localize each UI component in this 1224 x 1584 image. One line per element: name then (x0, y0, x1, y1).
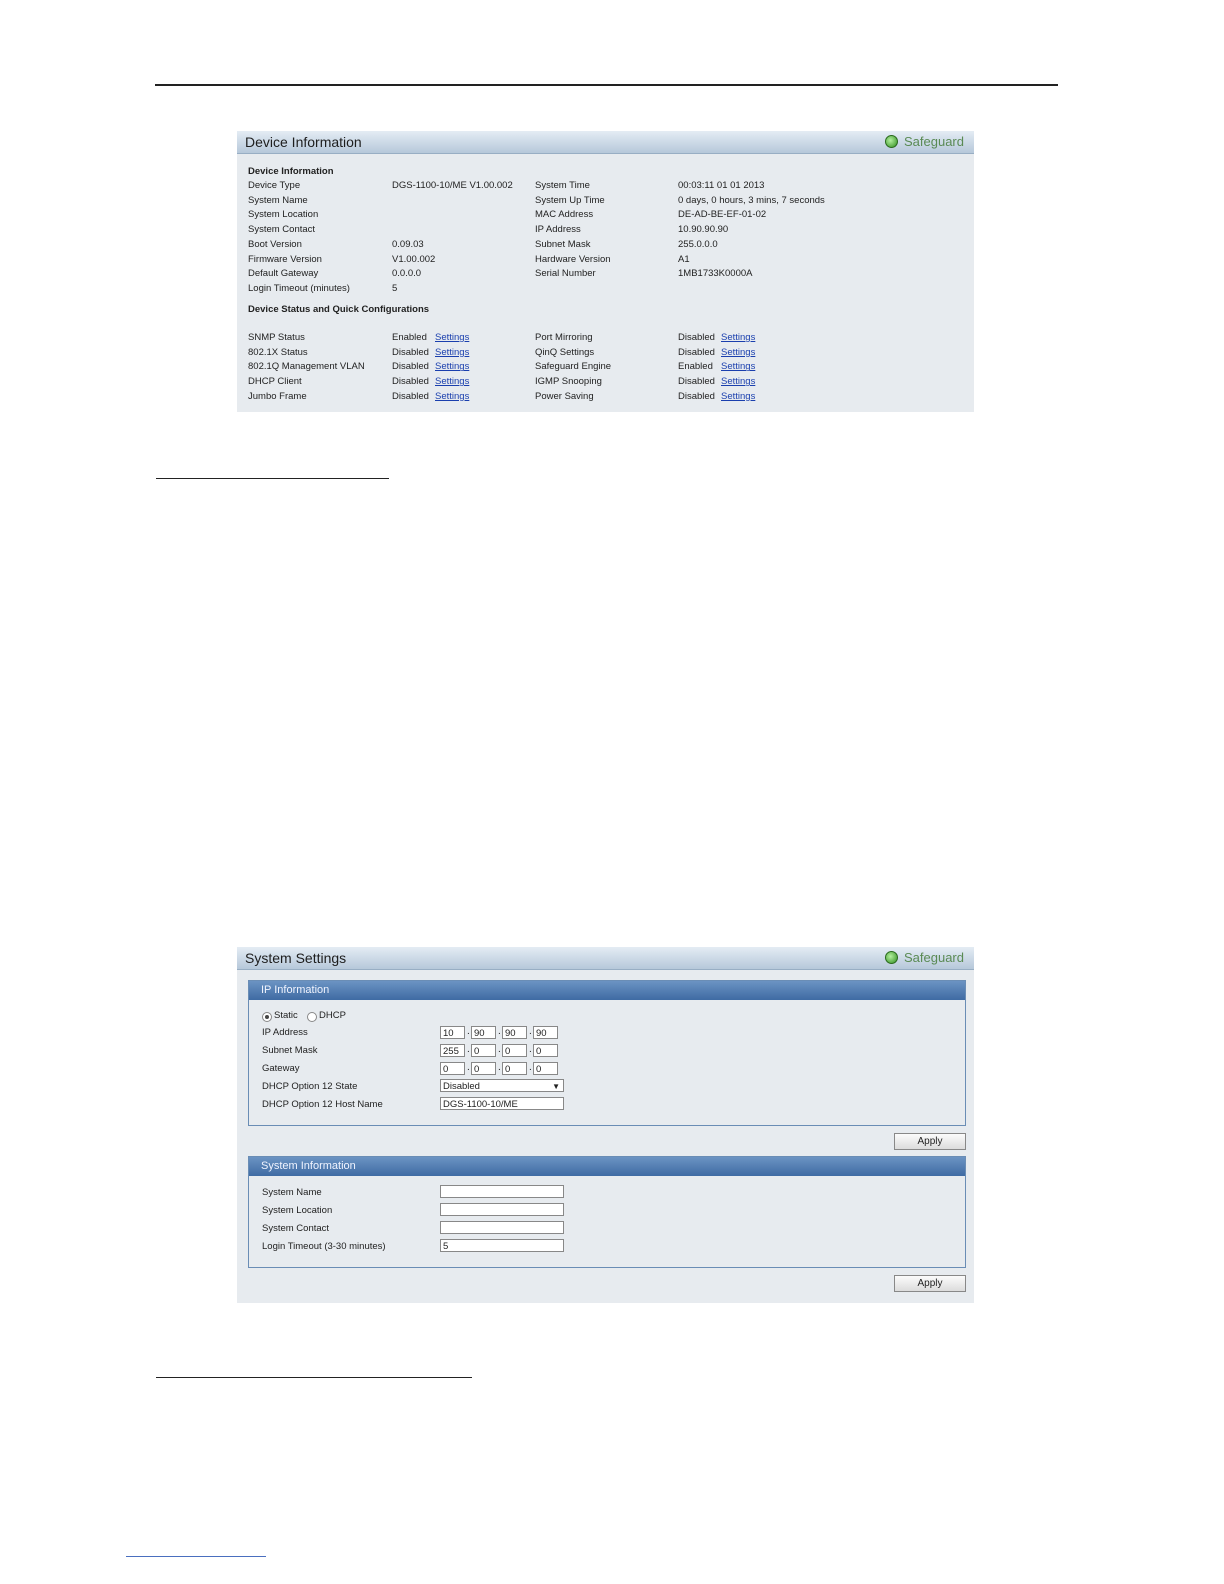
login-timeout-label: Login Timeout (3-30 minutes) (262, 1241, 386, 1252)
subnet-mask-octet-input[interactable]: 0 (533, 1044, 558, 1057)
gateway-octet-input[interactable]: 0 (502, 1062, 527, 1075)
info-label: Subnet Mask (535, 238, 591, 250)
system-information-header (249, 1157, 965, 1176)
info-label: System Name (248, 194, 308, 206)
info-label: System Location (248, 209, 319, 221)
dropdown-arrow-icon: ▼ (552, 1082, 560, 1091)
gateway-octet-input[interactable]: 0 (471, 1062, 496, 1075)
status-label: QinQ Settings (535, 346, 595, 358)
ip-information-box (248, 980, 966, 1126)
info-label: System Contact (248, 224, 316, 236)
status-state: Disabled (392, 376, 429, 388)
info-label: Hardware Version (535, 253, 611, 265)
dhcp-option12-state-label: DHCP Option 12 State (262, 1081, 358, 1092)
settings-link[interactable]: Settings (721, 332, 756, 343)
info-value: 5 (392, 282, 398, 294)
info-label: MAC Address (535, 209, 594, 221)
octet-separator: . (467, 1044, 470, 1055)
octet-separator: . (467, 1062, 470, 1073)
status-state: Disabled (678, 390, 715, 402)
safeguard-label: Safeguard (904, 134, 964, 149)
system-location-input[interactable] (440, 1203, 564, 1216)
system-settings-header (237, 947, 974, 970)
footer-link-underline (126, 1556, 266, 1557)
octet-separator: . (529, 1026, 532, 1037)
info-value: 0.0.0.0 (392, 268, 422, 280)
system-info-apply-button[interactable]: Apply (894, 1275, 966, 1292)
system-information-box (248, 1156, 966, 1268)
section-heading-rule (156, 1377, 472, 1378)
info-label: Device Type (248, 180, 301, 191)
device-info-section-title: Device Information (248, 166, 334, 177)
status-label: Power Saving (535, 390, 594, 402)
static-radio[interactable] (262, 1012, 272, 1022)
safeguard-indicator[interactable] (885, 950, 964, 965)
subnet-mask-octet-input[interactable]: 255 (440, 1044, 465, 1057)
status-state: Enabled (392, 332, 427, 343)
info-value: 0 days, 0 hours, 3 mins, 7 seconds (678, 194, 825, 206)
system-location-label: System Location (262, 1205, 333, 1216)
status-state: Enabled (678, 361, 713, 373)
info-label: Login Timeout (minutes) (248, 282, 350, 294)
safeguard-label: Safeguard (904, 950, 964, 965)
system-information-title: System Information (261, 1160, 356, 1172)
ip-information-title: IP Information (261, 984, 330, 996)
section-heading-rule (156, 478, 389, 479)
info-value: DE-AD-BE-EF-01-02 (678, 209, 767, 221)
settings-link[interactable]: Settings (721, 376, 756, 388)
static-radio-label: Static (274, 1010, 298, 1021)
status-label: SNMP Status (248, 332, 305, 343)
info-label: Firmware Version (248, 253, 322, 265)
settings-link[interactable]: Settings (435, 332, 470, 343)
gateway-octet-input[interactable]: 0 (440, 1062, 465, 1075)
status-state: Disabled (392, 390, 429, 402)
device-status-section-title: Device Status and Quick Configurations (248, 304, 430, 315)
info-label: System Up Time (535, 194, 605, 206)
subnet-mask-octet-input[interactable]: 0 (502, 1044, 527, 1057)
status-label: DHCP Client (248, 376, 302, 388)
dhcp-radio-label: DHCP (319, 1010, 346, 1021)
settings-link[interactable]: Settings (721, 346, 756, 358)
device-information-panel (237, 131, 974, 412)
status-label: Safeguard Engine (535, 361, 612, 373)
status-label: IGMP Snooping (535, 376, 602, 388)
panel-title: System Settings (245, 950, 347, 966)
ip-apply-button[interactable]: Apply (894, 1133, 966, 1150)
info-value: A1 (678, 253, 690, 265)
login-timeout-input[interactable]: 5 (440, 1239, 564, 1252)
settings-link[interactable]: Settings (721, 361, 756, 373)
info-label: Default Gateway (248, 268, 319, 280)
gateway-octet-input[interactable]: 0 (533, 1062, 558, 1075)
panel-title: Device Information (245, 134, 362, 150)
safeguard-indicator[interactable] (885, 134, 964, 149)
dhcp-option12-host-label: DHCP Option 12 Host Name (262, 1099, 383, 1110)
dhcp-option12-state-select[interactable] (440, 1079, 564, 1092)
dhcp-option12-host-input[interactable]: DGS-1100-10/ME (440, 1097, 564, 1110)
settings-link[interactable]: Settings (721, 390, 756, 402)
status-state: Disabled (392, 361, 429, 373)
status-state: Disabled (678, 346, 715, 358)
safeguard-status-icon (885, 951, 898, 964)
dhcp-option12-state-value: Disabled (443, 1081, 480, 1092)
octet-separator: . (498, 1062, 501, 1073)
info-value: 0.09.03 (392, 238, 424, 250)
settings-link[interactable]: Settings (435, 346, 470, 358)
status-state: Disabled (392, 346, 429, 358)
octet-separator: . (467, 1026, 470, 1037)
ip-information-header (249, 981, 965, 1000)
octet-separator: . (529, 1044, 532, 1055)
status-label: Port Mirroring (535, 332, 593, 343)
octet-separator: . (498, 1044, 501, 1055)
status-state: Disabled (678, 332, 715, 343)
info-value: DGS-1100-10/ME V1.00.002 (392, 180, 513, 191)
system-contact-label: System Contact (262, 1223, 330, 1234)
info-value: 1MB1733K0000A (678, 268, 753, 280)
status-state: Disabled (678, 376, 715, 388)
system-settings-panel (237, 947, 974, 1303)
octet-separator: . (498, 1026, 501, 1037)
system-name-label: System Name (262, 1187, 322, 1198)
info-value: 255.0.0.0 (678, 238, 718, 250)
ip-address-octet-input[interactable]: 90 (533, 1026, 558, 1039)
info-label: Boot Version (248, 238, 302, 250)
status-label: 802.1Q Management VLAN (248, 361, 365, 373)
status-label: Jumbo Frame (248, 390, 307, 402)
system-name-input[interactable] (440, 1185, 564, 1198)
info-value: V1.00.002 (392, 253, 436, 265)
settings-link[interactable]: Settings (435, 390, 470, 402)
gateway-label: Gateway (262, 1063, 300, 1074)
safeguard-status-icon (885, 135, 898, 148)
ip-address-octet-input[interactable]: 90 (471, 1026, 496, 1039)
system-contact-input[interactable] (440, 1221, 564, 1234)
subnet-mask-octet-input[interactable]: 0 (471, 1044, 496, 1057)
info-value: 10.90.90.90 (678, 224, 729, 236)
ip-address-label: IP Address (262, 1027, 308, 1038)
ip-address-octet-input[interactable]: 10 (440, 1026, 465, 1039)
subnet-mask-label: Subnet Mask (262, 1045, 318, 1056)
device-information-header (237, 131, 974, 154)
settings-link[interactable]: Settings (435, 361, 470, 373)
status-label: 802.1X Status (248, 346, 308, 358)
info-label: Serial Number (535, 268, 596, 280)
octet-separator: . (529, 1062, 532, 1073)
settings-link[interactable]: Settings (435, 376, 470, 388)
dhcp-radio[interactable] (307, 1012, 317, 1022)
info-value: 00:03:11 01 01 2013 (678, 180, 765, 191)
info-label: System Time (535, 180, 590, 191)
ip-address-octet-input[interactable]: 90 (502, 1026, 527, 1039)
info-label: IP Address (535, 224, 581, 236)
page-top-rule (155, 84, 1058, 86)
